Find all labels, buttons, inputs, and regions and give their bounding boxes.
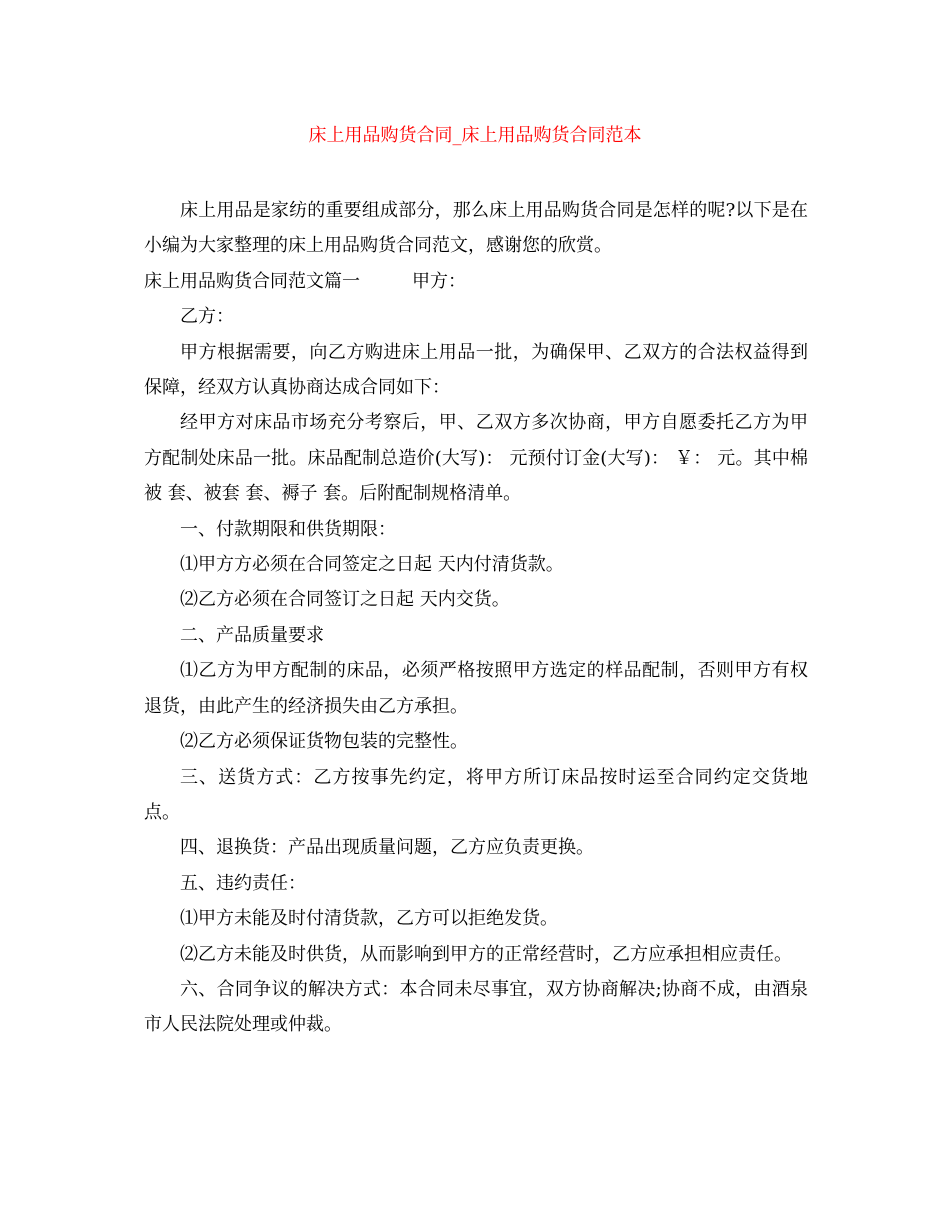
section-heading: 床上用品购货合同范文篇一 — [144, 270, 360, 292]
section-4-returns: 四、退换货：产品出现质量问题，乙方应负责更换。 — [180, 837, 594, 859]
section-1-item-1: ⑴甲方方必须在合同签定之日起 天内付清货款。 — [180, 554, 564, 576]
section-2-item-2: ⑵乙方必须保证货物包装的完整性。 — [180, 731, 468, 753]
section-5-item-1: ⑴甲方未能及时付清货款，乙方可以拒绝发货。 — [180, 908, 558, 930]
paragraph-commission: 经甲方对床品市场充分考察后，甲、乙双方多次协商，甲方自愿委托乙方为甲方配制处床品一批。床品配制总造价(大写)： 元预付订金(大写)： ￥： 元。其中棉被 套、被套 套、褥子 套。后附配制规格清单。 — [144, 412, 808, 505]
section-2-item-1: ⑴乙方为甲方配制的床品，必须严格按照甲方选定的样品配制，否则甲方有权退货，由此产生的经济损失由乙方承担。 — [144, 660, 808, 717]
intro-paragraph: 床上用品是家纺的重要组成部分，那么床上用品购货合同是怎样的呢?以下是在小编为大家整理的床上用品购货合同范文，感谢您的欣赏。 — [144, 200, 808, 257]
section-1-item-2: ⑵乙方必须在合同签订之日起 天内交货。 — [180, 589, 510, 611]
section-3-delivery: 三、送货方式：乙方按事先约定，将甲方所订床品按时运至合同约定交货地点。 — [144, 766, 808, 823]
section-6-disputes: 六、合同争议的解决方式：本合同未尽事宜，双方协商解决;协商不成，由酒泉市人民法院处理或仲裁。 — [144, 978, 808, 1036]
paragraph-purpose: 甲方根据需要，向乙方购进床上用品一批，为确保甲、乙双方的合法权益得到保障，经双方认真协商达成合同如下： — [144, 341, 808, 399]
section-5-title: 五、违约责任： — [180, 872, 306, 894]
document-title: 床上用品购货合同_床上用品购货合同范本 — [308, 125, 642, 146]
party-b-label: 乙方： — [180, 306, 234, 328]
section-5-item-2: ⑵乙方未能及时供货，从而影响到甲方的正常经营时，乙方应承担相应责任。 — [180, 943, 792, 965]
section-1-title: 一、付款期限和供货期限： — [180, 518, 396, 540]
section-2-title: 二、产品质量要求 — [180, 624, 324, 646]
document-body — [144, 193, 808, 1043]
section-heading-line — [144, 264, 808, 299]
party-a-label: 甲方： — [412, 270, 466, 292]
